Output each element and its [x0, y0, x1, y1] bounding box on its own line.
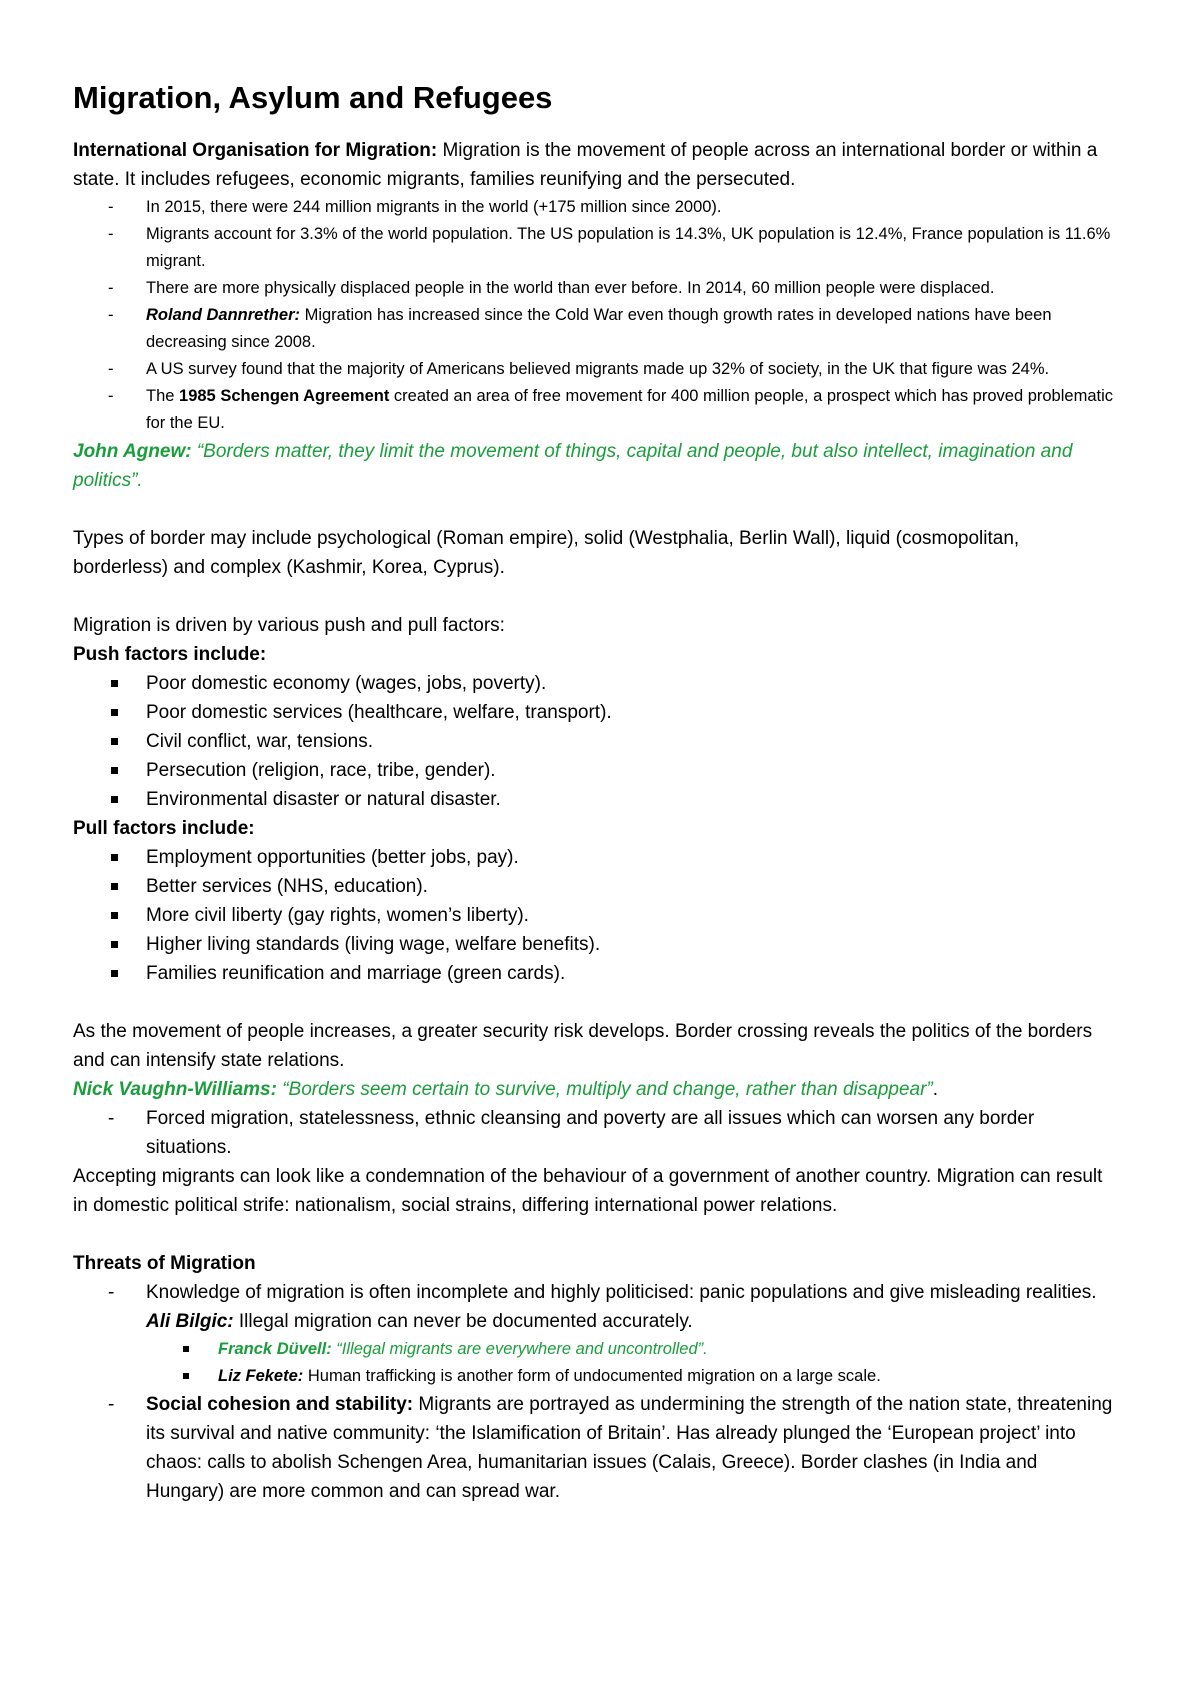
push-heading: Push factors include:	[73, 644, 267, 665]
quote-author: Nick Vaughn-Williams:	[73, 1079, 277, 1100]
list-item: Better services (NHS, education).	[146, 872, 1114, 901]
quote-author: John Agnew:	[73, 441, 192, 462]
list-item: Civil conflict, war, tensions.	[146, 727, 1114, 756]
quote-text: “Borders seem certain to survive, multiply and change, rather than disappear”	[276, 1079, 933, 1100]
schengen-term: 1985 Schengen Agreement	[179, 387, 390, 405]
security-paragraph: As the movement of people increases, a greater security risk develops. Border crossing reveals the politics of the borders and can intensify state relations.	[73, 1021, 1093, 1071]
threats-list	[73, 1278, 1114, 1336]
list-item-text: Knowledge of migration is often incomplete and highly politicised: panic populations and give misleading realities.	[146, 1282, 1097, 1303]
author-name: Ali Bilgic:	[146, 1311, 234, 1332]
list-item-text: The	[146, 387, 180, 405]
pull-factors-list	[73, 843, 1114, 988]
pull-heading: Pull factors include:	[73, 818, 255, 839]
list-item-text: Migrants account for 3.3% of the world population. The US population is 14.3%, UK population is 12.4%, France population is 11.6% migrant.	[146, 225, 1111, 270]
iom-label: International Organisation for Migration:	[73, 140, 438, 161]
list-item: Poor domestic economy (wages, jobs, poverty).	[146, 669, 1114, 698]
list-item	[146, 221, 1114, 275]
list-item: More civil liberty (gay rights, women’s liberty).	[146, 901, 1114, 930]
page-title: Migration, Asylum and Refugees	[73, 80, 553, 115]
author-name: Liz Fekete:	[218, 1367, 304, 1385]
list-item	[218, 1336, 1114, 1363]
list-item-text: Migrants are portrayed as undermining the strength of the nation state, threatening its survival and native community: ‘the Islamification of Britain’. Has already plunged the ‘European project’ into chaos: calls to abolish Schengen Area, humanitarian issues (Calais, Greece). Border clashes (in India and Hungary) are more common and can spread war.	[146, 1394, 1113, 1502]
spacer	[73, 988, 1114, 1017]
agnew-quote	[73, 437, 1114, 495]
threats-list-continued	[73, 1390, 1114, 1506]
quote-text: “Borders matter, they limit the movement of things, capital and people, but also intellect, imagination and politics”.	[73, 441, 1073, 491]
list-item-text: created an area of free movement for 400 million people, a prospect which has proved problematic for the EU.	[146, 387, 1113, 432]
spacer	[73, 582, 1114, 611]
list-item	[146, 1278, 1114, 1336]
spacer	[73, 1220, 1114, 1249]
push-factors-list	[73, 669, 1114, 814]
list-item-text: A US survey found that the majority of Americans believed migrants made up 32% of society, in the UK that figure was 24%.	[146, 360, 1050, 378]
term-label: Social cohesion and stability:	[146, 1394, 414, 1415]
quote-tail: .	[932, 1079, 939, 1100]
list-item: Persecution (religion, race, tribe, gender).	[146, 756, 1114, 785]
list-item: Higher living standards (living wage, welfare benefits).	[146, 930, 1114, 959]
quote-text: “Illegal migrants are everywhere and uncontrolled”.	[331, 1340, 708, 1358]
vaughn-quote	[73, 1075, 1114, 1104]
list-item: Poor domestic services (healthcare, welfare, transport).	[146, 698, 1114, 727]
list-item	[146, 302, 1114, 356]
list-item	[146, 275, 1114, 302]
list-item: Employment opportunities (better jobs, pay).	[146, 843, 1114, 872]
forced-migration-list	[73, 1104, 1114, 1162]
list-item: Families reunification and marriage (green cards).	[146, 959, 1114, 988]
threats-sublist	[73, 1336, 1114, 1390]
accepting-paragraph: Accepting migrants can look like a condemnation of the behaviour of a government of another country. Migration can result in domestic political strife: nationalism, social strains, differing international power relations.	[73, 1166, 1103, 1216]
list-item	[218, 1363, 1114, 1390]
iom-text: Migration is the movement of people across an international border or within a state. It includes refugees, economic migrants, families reunifying and the persecuted.	[73, 140, 1098, 190]
list-item	[146, 356, 1114, 383]
list-item	[146, 194, 1114, 221]
list-item	[146, 1390, 1114, 1506]
drivers-intro: Migration is driven by various push and pull factors:	[73, 615, 505, 636]
author-name: Franck Düvell:	[218, 1340, 332, 1358]
iom-definition	[73, 136, 1114, 194]
spacer	[73, 495, 1114, 524]
list-item-text: In 2015, there were 244 million migrants in the world (+175 million since 2000).	[146, 198, 722, 216]
threats-heading: Threats of Migration	[73, 1253, 256, 1274]
iom-points-list	[73, 194, 1114, 437]
author-name: Roland Dannrether:	[146, 306, 301, 324]
list-item: Environmental disaster or natural disaster.	[146, 785, 1114, 814]
list-item-text: There are more physically displaced people in the world than ever before. In 2014, 60 million people were displaced.	[146, 279, 995, 297]
list-item	[146, 383, 1114, 437]
list-item-text: Migration has increased since the Cold War even though growth rates in developed nations have been decreasing since 2008.	[146, 306, 1052, 351]
border-types-paragraph: Types of border may include psychological (Roman empire), solid (Westphalia, Berlin Wall), liquid (cosmopolitan, borderless) and complex (Kashmir, Korea, Cyprus).	[73, 528, 1020, 578]
list-item-text: Illegal migration can never be documented accurately.	[233, 1311, 693, 1332]
list-item-text: Human trafficking is another form of undocumented migration on a large scale.	[303, 1367, 881, 1385]
list-item: - Forced migration, statelessness, ethnic cleansing and poverty are all issues which can worsen any border situations.	[146, 1104, 1114, 1162]
